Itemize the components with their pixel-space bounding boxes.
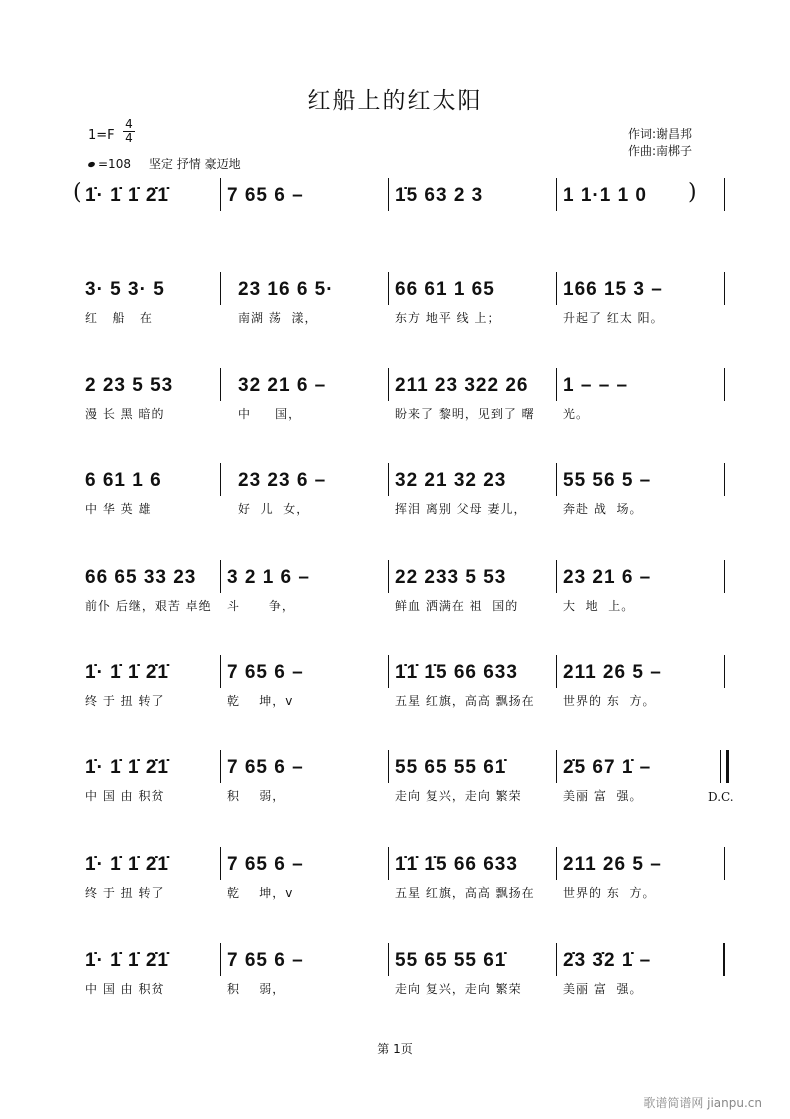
barline [556,560,557,593]
barline [556,750,557,783]
lyric-line: 盼来了 黎明，见到了 曙 [395,407,535,421]
composer: 作曲:南梆子 [628,144,693,158]
measure-notes: 7 65 6 – [227,757,304,778]
barline [220,368,221,401]
staff-system-2 [70,272,740,332]
measure-notes: 3· 5 3· 5 [85,279,165,300]
barline [556,272,557,305]
da-capo-marking: D.C. [708,790,734,804]
measure-notes: 1̇· 1̇ 1̇ 2̇1̇ [85,185,169,206]
measure-notes: 55 56 5 – [563,470,652,491]
lyric-line: 中 国 由 积贫 [85,789,165,803]
measure-notes: 22 233 5 53 [395,567,507,588]
lyric-line: 红 船 在 [85,311,153,325]
barline [556,178,557,211]
measure-notes: 32 21 32 23 [395,470,507,491]
repeat-open-paren: ( [73,180,82,205]
lyric-line: 大 地 上。 [563,599,635,613]
barline [724,463,725,496]
barline [724,178,725,211]
measure-notes: 211 26 5 – [563,662,662,683]
lyric-line: 光。 [563,407,590,421]
measure-notes: 1̇· 1̇ 1̇ 2̇1̇ [85,950,169,971]
barline [723,943,725,976]
barline [388,847,389,880]
measure-notes: 2 23 5 53 [85,375,174,396]
measure-notes: 1̇5 63 2 3 [395,185,484,206]
time-signature-top: 4 [125,117,133,131]
lyric-line: 乾 坤，v [227,886,294,900]
site-watermark: 歌谱简谱网 jianpu.cn [643,1096,762,1110]
staff-system-1 [70,178,740,238]
barline [724,560,725,593]
measure-notes: 1̇1̇ 1̇5 66 633 [395,662,518,683]
repeat-close-paren: ) [688,180,697,205]
measure-notes: 66 65 33 23 [85,567,197,588]
song-title: 红船上的红太阳 [307,88,483,114]
measure-notes: 1̇· 1̇ 1̇ 2̇1̇ [85,854,169,875]
measure-notes: 55 65 55 61̇ [395,757,507,778]
barline [220,847,221,880]
measure-notes: 2̇5 67 1̇ – [563,757,652,778]
measure-notes: 32 21 6 – [238,375,327,396]
barline [220,272,221,305]
barline [388,750,389,783]
lyric-line: 积 弱， [227,982,286,996]
quarter-note-icon [87,161,95,168]
measure-notes: 166 15 3 – [563,279,663,300]
barline [724,368,725,401]
barline [556,847,557,880]
lyric-line: 斗 争， [227,599,295,613]
lyric-line: 中 国 由 积贫 [85,982,165,996]
lyric-line: 五星 红旗，高高 飘扬在 [395,694,535,708]
staff-system-7 [70,750,740,810]
lyric-line: 美丽 富 强。 [563,789,643,803]
tempo-marking [88,155,241,172]
barline [220,560,221,593]
final-barline [720,750,729,783]
lyric-line: 世界的 东 方。 [563,694,656,708]
measure-notes: 211 23 322 26 [395,375,529,396]
barline [388,178,389,211]
lyric-line: 漫 长 黑 暗的 [85,407,165,421]
lyric-line: 美丽 富 强。 [563,982,643,996]
lyric-line: 走向 复兴，走向 繁荣 [395,982,522,996]
barline [388,463,389,496]
measure-notes: 66 61 1 65 [395,279,495,300]
barline [388,943,389,976]
measure-notes: 23 21 6 – [563,567,652,588]
lyric-line: 世界的 东 方。 [563,886,656,900]
measure-notes: 55 65 55 61̇ [395,950,507,971]
staff-system-6 [70,655,740,715]
barline [556,368,557,401]
barline [556,655,557,688]
expression-marking: 坚定 抒情 豪迈地 [148,157,241,171]
measure-notes: 23 23 6 – [238,470,327,491]
staff-system-9 [70,943,740,1003]
measure-notes: 211 26 5 – [563,854,662,875]
lyric-line: 南湖 荡 漾， [238,311,318,325]
lyric-line: 乾 坤，v [227,694,294,708]
measure-notes: 7 65 6 – [227,662,304,683]
barline [220,750,221,783]
measure-notes: 2̇3 3̇2 1̇ – [563,950,652,971]
measure-notes: 1̇· 1̇ 1̇ 2̇1̇ [85,757,169,778]
barline [724,847,725,880]
lyric-line: 挥泪 离别 父母 妻儿， [395,502,527,516]
staff-system-3 [70,368,740,428]
measure-notes: 6 61 1 6 [85,470,162,491]
barline [388,655,389,688]
barline [220,178,221,211]
measure-notes: 1 – – – [563,375,629,396]
measure-notes: 7 65 6 – [227,185,304,206]
barline [388,368,389,401]
lyric-line: 中 华 英 雄 [85,502,152,516]
lyric-line: 前仆 后继，艰苦 卓绝 [85,599,212,613]
measure-notes: 23 16 6 5· [238,279,334,300]
page-number: 第 1页 [377,1042,413,1056]
measure-notes: 1 1·1 1 0 [563,185,647,206]
measure-notes: 7 65 6 – [227,854,304,875]
tempo-value: =108 [98,157,131,171]
lyric-line: 东方 地平 线 上； [395,311,501,325]
lyric-line: 好 儿 女， [238,502,310,516]
barline [556,943,557,976]
lyric-line: 鲜血 洒满在 祖 国的 [395,599,519,613]
staff-system-8 [70,847,740,907]
barline [388,560,389,593]
barline [220,655,221,688]
barline [556,463,557,496]
lyric-line: 升起了 红太 阳。 [563,311,664,325]
barline [388,272,389,305]
measure-notes: 3 2 1 6 – [227,567,310,588]
lyric-line: 终 于 扭 转了 [85,886,165,900]
barline [724,272,725,305]
measure-notes: 1̇1̇ 1̇5 66 633 [395,854,518,875]
key-signature: 1=F [88,128,115,143]
measure-notes: 1̇· 1̇ 1̇ 2̇1̇ [85,662,169,683]
lyric-line: 中 国， [238,407,302,421]
credits [628,126,692,160]
lyric-line: 走向 复兴，走向 繁荣 [395,789,522,803]
barline [220,463,221,496]
lyric-line: 五星 红旗，高高 飘扬在 [395,886,535,900]
lyric-line: 奔赴 战 场。 [563,502,643,516]
barline [220,943,221,976]
lyric-line: 积 弱， [227,789,286,803]
barline [724,655,725,688]
lyric-line: 终 于 扭 转了 [85,694,165,708]
time-signature [123,118,135,145]
staff-system-4 [70,463,740,523]
staff-system-5 [70,560,740,620]
time-signature-bottom: 4 [123,131,135,145]
lyricist: 作词:谢昌邦 [628,127,693,141]
measure-notes: 7 65 6 – [227,950,304,971]
